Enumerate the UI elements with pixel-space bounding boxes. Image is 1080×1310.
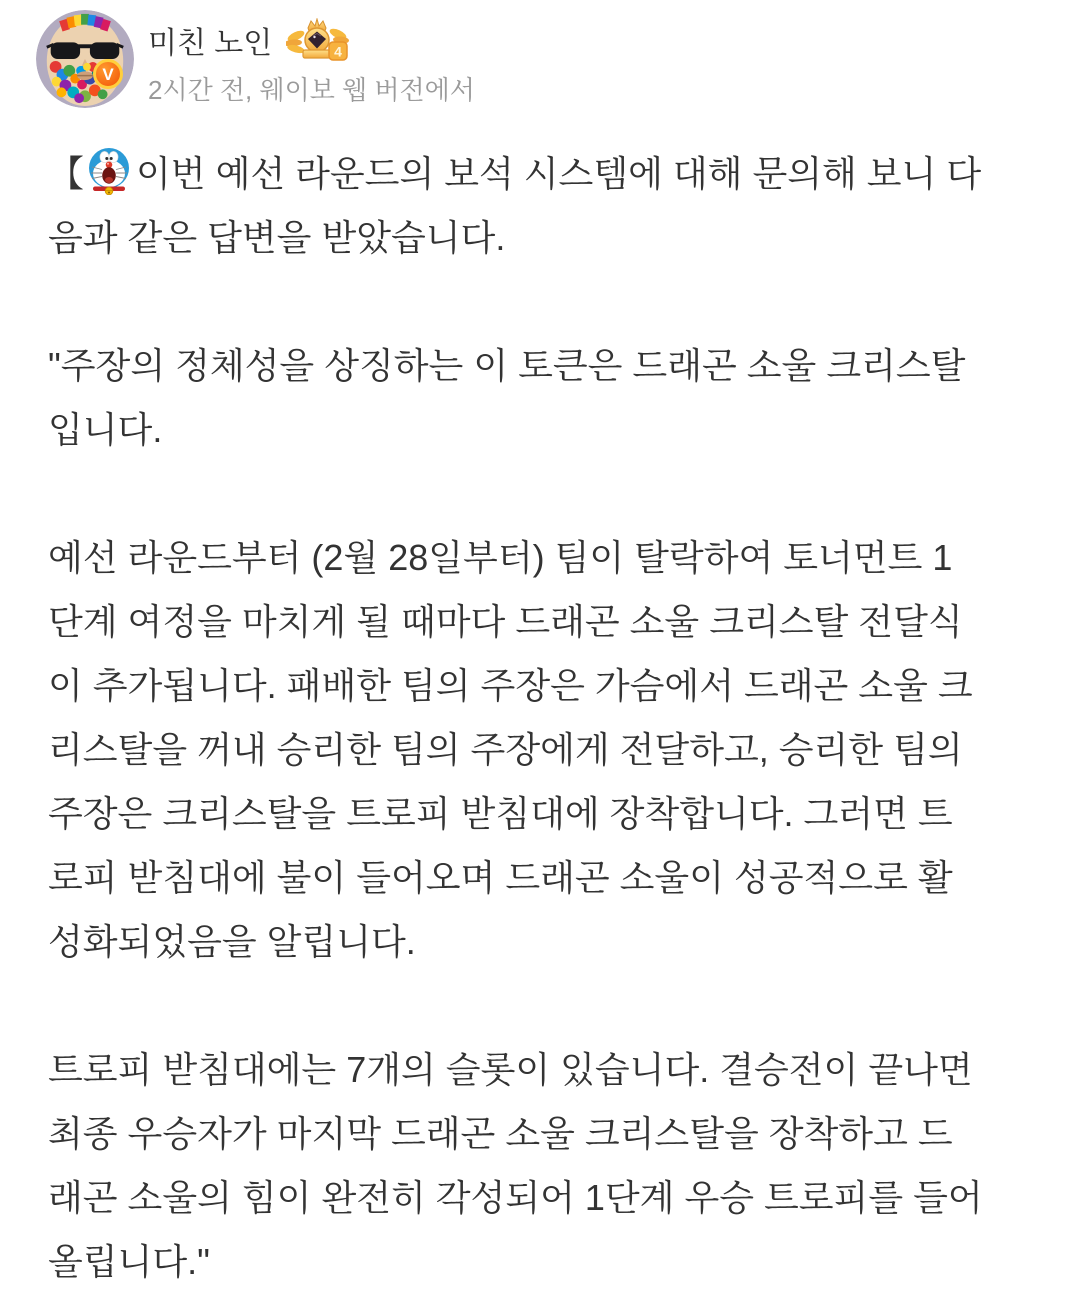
paragraph (48, 142, 1032, 270)
post-text-line (48, 142, 1032, 206)
username[interactable]: 미친 노인 (148, 27, 273, 60)
post-text-line: 올립니다." (48, 1241, 210, 1282)
post-text-line: 예선 라운드부터 (2월 28일부터) 팀이 탈락하여 토너먼트 1 (48, 537, 953, 578)
bracket-open: 【 (48, 153, 85, 194)
paragraph (48, 526, 1032, 974)
name-row (148, 18, 475, 62)
post-text: 이번 예선 라운드의 보석 시스템에 대해 문의해 보니 다 (136, 153, 982, 194)
post-content (48, 142, 1032, 1294)
post-text-line: 이 추가됩니다. 패배한 팀의 주장은 가슴에서 드래곤 소울 크 (48, 665, 973, 706)
post-text-line: 단계 여정을 마치게 될 때마다 드래곤 소울 크리스탈 전달식 (48, 601, 963, 642)
header-info (148, 10, 475, 108)
avatar-image (36, 10, 134, 108)
post-text-line: "주장의 정체성을 상징하는 이 토큰은 드래곤 소울 크리스탈 (48, 345, 966, 386)
post-text-line: 음과 같은 답변을 받았습니다. (48, 217, 506, 258)
avatar[interactable] (36, 10, 134, 108)
vip-level-number: 4 (334, 43, 343, 60)
verified-letter: V (102, 64, 114, 84)
post-meta[interactable]: 2시간 전, 웨이보 웹 버전에서 (148, 75, 475, 105)
post-text-line: 트로피 받침대에는 7개의 슬롯이 있습니다. 결승전이 끝나면 (48, 1049, 973, 1090)
post-text-line: 성화되었음을 알립니다. (48, 921, 416, 962)
doraemon-emoji (86, 147, 132, 195)
paragraph (48, 1038, 1032, 1294)
vip-crown-icon (286, 18, 352, 62)
post-header (0, 0, 1080, 108)
verified-v-badge (93, 59, 123, 89)
post-text-line: 리스탈을 꺼내 승리한 팀의 주장에게 전달하고, 승리한 팀의 (48, 729, 963, 770)
post-text-line: 최종 우승자가 마지막 드래곤 소울 크리스탈을 장착하고 드 (48, 1113, 953, 1154)
post-text-line: 래곤 소울의 힘이 완전히 각성되어 1단계 우승 트로피를 들어 (48, 1177, 983, 1218)
paragraph (48, 334, 1032, 462)
post-text-line: 입니다. (48, 409, 163, 450)
post-text-line: 주장은 크리스탈을 트로피 받침대에 장착합니다. 그러면 트 (48, 793, 953, 834)
post-text-line: 로피 받침대에 불이 들어오며 드래곤 소울이 성공적으로 활 (48, 857, 953, 898)
